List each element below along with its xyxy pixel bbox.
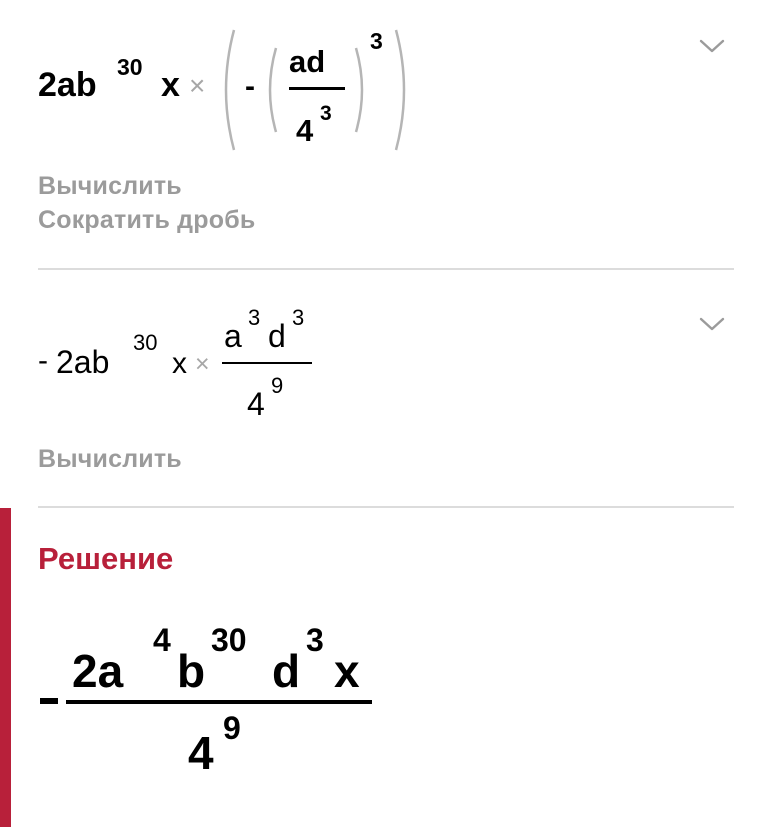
fraction-denominator-exponent: 3 xyxy=(320,102,332,125)
coefficient: 2ab xyxy=(56,344,110,380)
coefficient: 2ab xyxy=(38,66,97,104)
outer-exponent: 3 xyxy=(370,28,383,54)
numerator-d: d xyxy=(272,645,301,697)
chevron-down-icon[interactable] xyxy=(699,316,725,332)
action-calculate[interactable]: Вычислить xyxy=(38,445,182,473)
numerator-d-exponent: 3 xyxy=(306,622,324,658)
numerator-d: d xyxy=(268,318,286,354)
numerator-x: x xyxy=(334,645,360,697)
action-reduce-fraction[interactable]: Сократить дробь xyxy=(38,206,256,234)
fraction-bar xyxy=(222,362,312,364)
times-sign: × xyxy=(189,70,206,101)
numerator-a: a xyxy=(224,318,242,354)
variable-x: x xyxy=(161,66,180,104)
step-1[interactable] xyxy=(0,0,772,268)
fraction-numerator: ad xyxy=(289,44,326,79)
minus-sign: - xyxy=(38,344,48,377)
numerator-coefficient: 2a xyxy=(72,645,124,697)
minus-sign xyxy=(40,698,58,704)
step-2-expression[interactable] xyxy=(0,270,700,430)
solution-title: Решение xyxy=(38,541,174,576)
fraction-bar xyxy=(66,700,372,704)
action-calculate[interactable]: Вычислить xyxy=(38,172,182,200)
b-exponent: 30 xyxy=(117,54,143,80)
denominator-exponent: 9 xyxy=(223,710,241,746)
solution-expression xyxy=(0,600,500,800)
step-2[interactable] xyxy=(0,270,772,506)
numerator-a-exponent: 3 xyxy=(248,305,261,330)
numerator-a-exponent: 4 xyxy=(153,622,171,658)
chevron-down-icon[interactable] xyxy=(699,38,725,54)
b-exponent: 30 xyxy=(133,330,158,355)
fraction-bar xyxy=(289,87,345,90)
numerator-d-exponent: 3 xyxy=(292,305,305,330)
fraction-denominator-base: 4 xyxy=(296,113,314,148)
numerator-b-exponent: 30 xyxy=(211,622,247,658)
denominator-base: 4 xyxy=(247,386,265,422)
denominator-base: 4 xyxy=(188,727,214,779)
numerator-b: b xyxy=(177,645,206,697)
step-1-expression[interactable] xyxy=(0,0,700,160)
minus-sign: - xyxy=(245,70,255,103)
times-sign: × xyxy=(195,350,210,378)
divider xyxy=(38,506,734,508)
denominator-exponent: 9 xyxy=(271,373,284,398)
variable-x: x xyxy=(172,347,187,380)
